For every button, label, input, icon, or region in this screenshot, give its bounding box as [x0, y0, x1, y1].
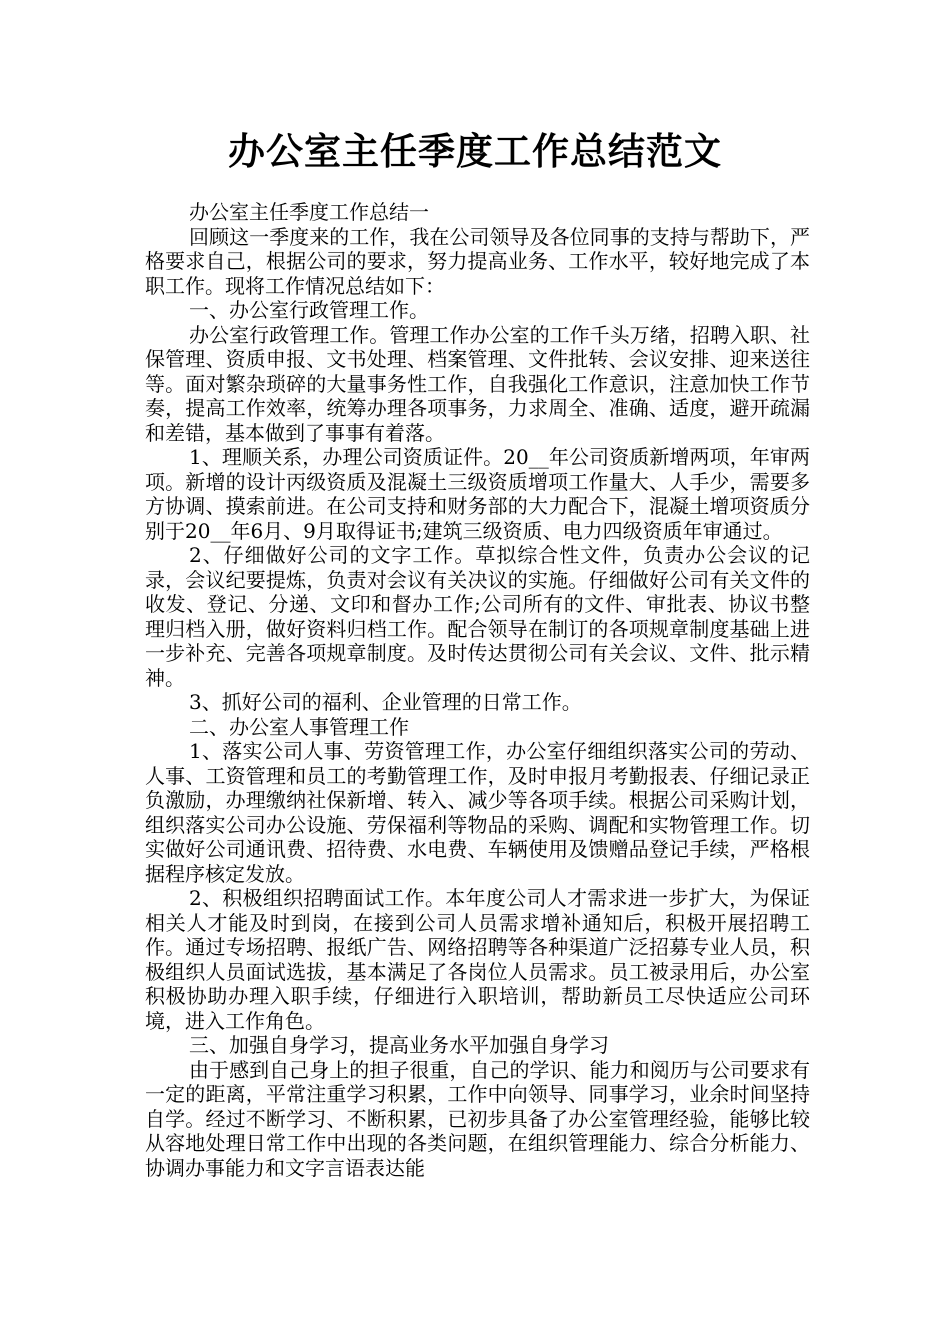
- paragraph-self-study: 由于感到自己身上的担子很重，自己的学识、能力和阅历与公司要求有一定的距离，平常注重学习积累，工作中向领导、同事学习，业余时间坚持自学。经过不断学习、不断积累，已初步具备了办公室管理经验，能够比较从容地处理日常工作中出现的各类问题，在组织管理能力、综合分析能力、协调办事能力和文字言语表达能: [145, 1057, 810, 1180]
- section-heading-summary-one: 办公室主任季度工作总结一: [189, 200, 429, 224]
- section-heading-hr: 二、办公室人事管理工作: [189, 714, 409, 739]
- paragraph-hr-labor: 1、落实公司人事、劳资管理工作，办公室仔细组织落实公司的劳动、人事、工资管理和员工的考勤管理工作，及时申报月考勤报表、仔细记录正负激励，办理缴纳社保新增、转入、减少等各项手续。根据公司采购计划，组织落实公司办公设施、劳保福利等物品的采购、调配和实物管理工作。切实做好公司通讯费、招待费、水电费、车辆使用及馈赠品登记手续，严格根据程序核定发放。: [145, 739, 810, 886]
- paragraph-qualification: 1、理顺关系，办理公司资质证件。20__年公司资质新增两项，年审两项。新增的设计丙级资质及混凝土三级资质增项工作量大、人手少，需要多方协调、摸索前进。在公司支持和财务部的大力配合下，混凝土增项资质分别于20__年6月、9月取得证书;建筑三级资质、电力四级资质年审通过。: [145, 445, 810, 543]
- document-title: 办公室主任季度工作总结范文: [228, 130, 722, 173]
- paragraph-document-work: 2、仔细做好公司的文字工作。草拟综合性文件，负责办公会议的记录，会议纪要提炼，负责对会议有关决议的实施。仔细做好公司有关文件的收发、登记、分递、文印和督办工作;公司所有的文件、审批表、协议书整理归档入册，做好资料归档工作。配合领导在制订的各项规章制度基础上进一步补充、完善各项规章制度。及时传达贯彻公司有关会议、文件、批示精神。: [145, 543, 810, 690]
- paragraph-review-intro: 回顾这一季度来的工作，我在公司领导及各位同事的支持与帮助下，严格要求自己，根据公司的要求，努力提高业务、工作水平，较好地完成了本职工作。现将工作情况总结如下：: [145, 224, 810, 298]
- paragraph-admin-management: 办公室行政管理工作。管理工作办公室的工作千头万绪，招聘入职、社保管理、资质申报、文书处理、档案管理、文件批转、会议安排、迎来送往等。面对繁杂琐碎的大量事务性工作，自我强化工作意识，注意加快工作节奏，提高工作效率，统筹办理各项事务，力求周全、准确、适度，避开疏漏和差错，基本做到了事事有着落。: [145, 322, 810, 445]
- paragraph-welfare: 3、抓好公司的福利、企业管理的日常工作。: [189, 690, 582, 714]
- document-body: [145, 200, 810, 1180]
- section-heading-admin: 一、办公室行政管理工作。: [189, 298, 429, 322]
- section-heading-self-study: 三、加强自身学习，提高业务水平加强自身学习: [189, 1033, 609, 1057]
- paragraph-recruitment: 2、积极组织招聘面试工作。本年度公司人才需求进一步扩大，为保证相关人才能及时到岗，在接到公司人员需求增补通知后，积极开展招聘工作。通过专场招聘、报纸广告、网络招聘等各种渠道广泛招募专业人员，积极组织人员面试选拔，基本满足了各岗位人员需求。员工被录用后，办公室积极协助办理入职手续，仔细进行入职培训，帮助新员工尽快适应公司环境，进入工作角色。: [145, 886, 810, 1033]
